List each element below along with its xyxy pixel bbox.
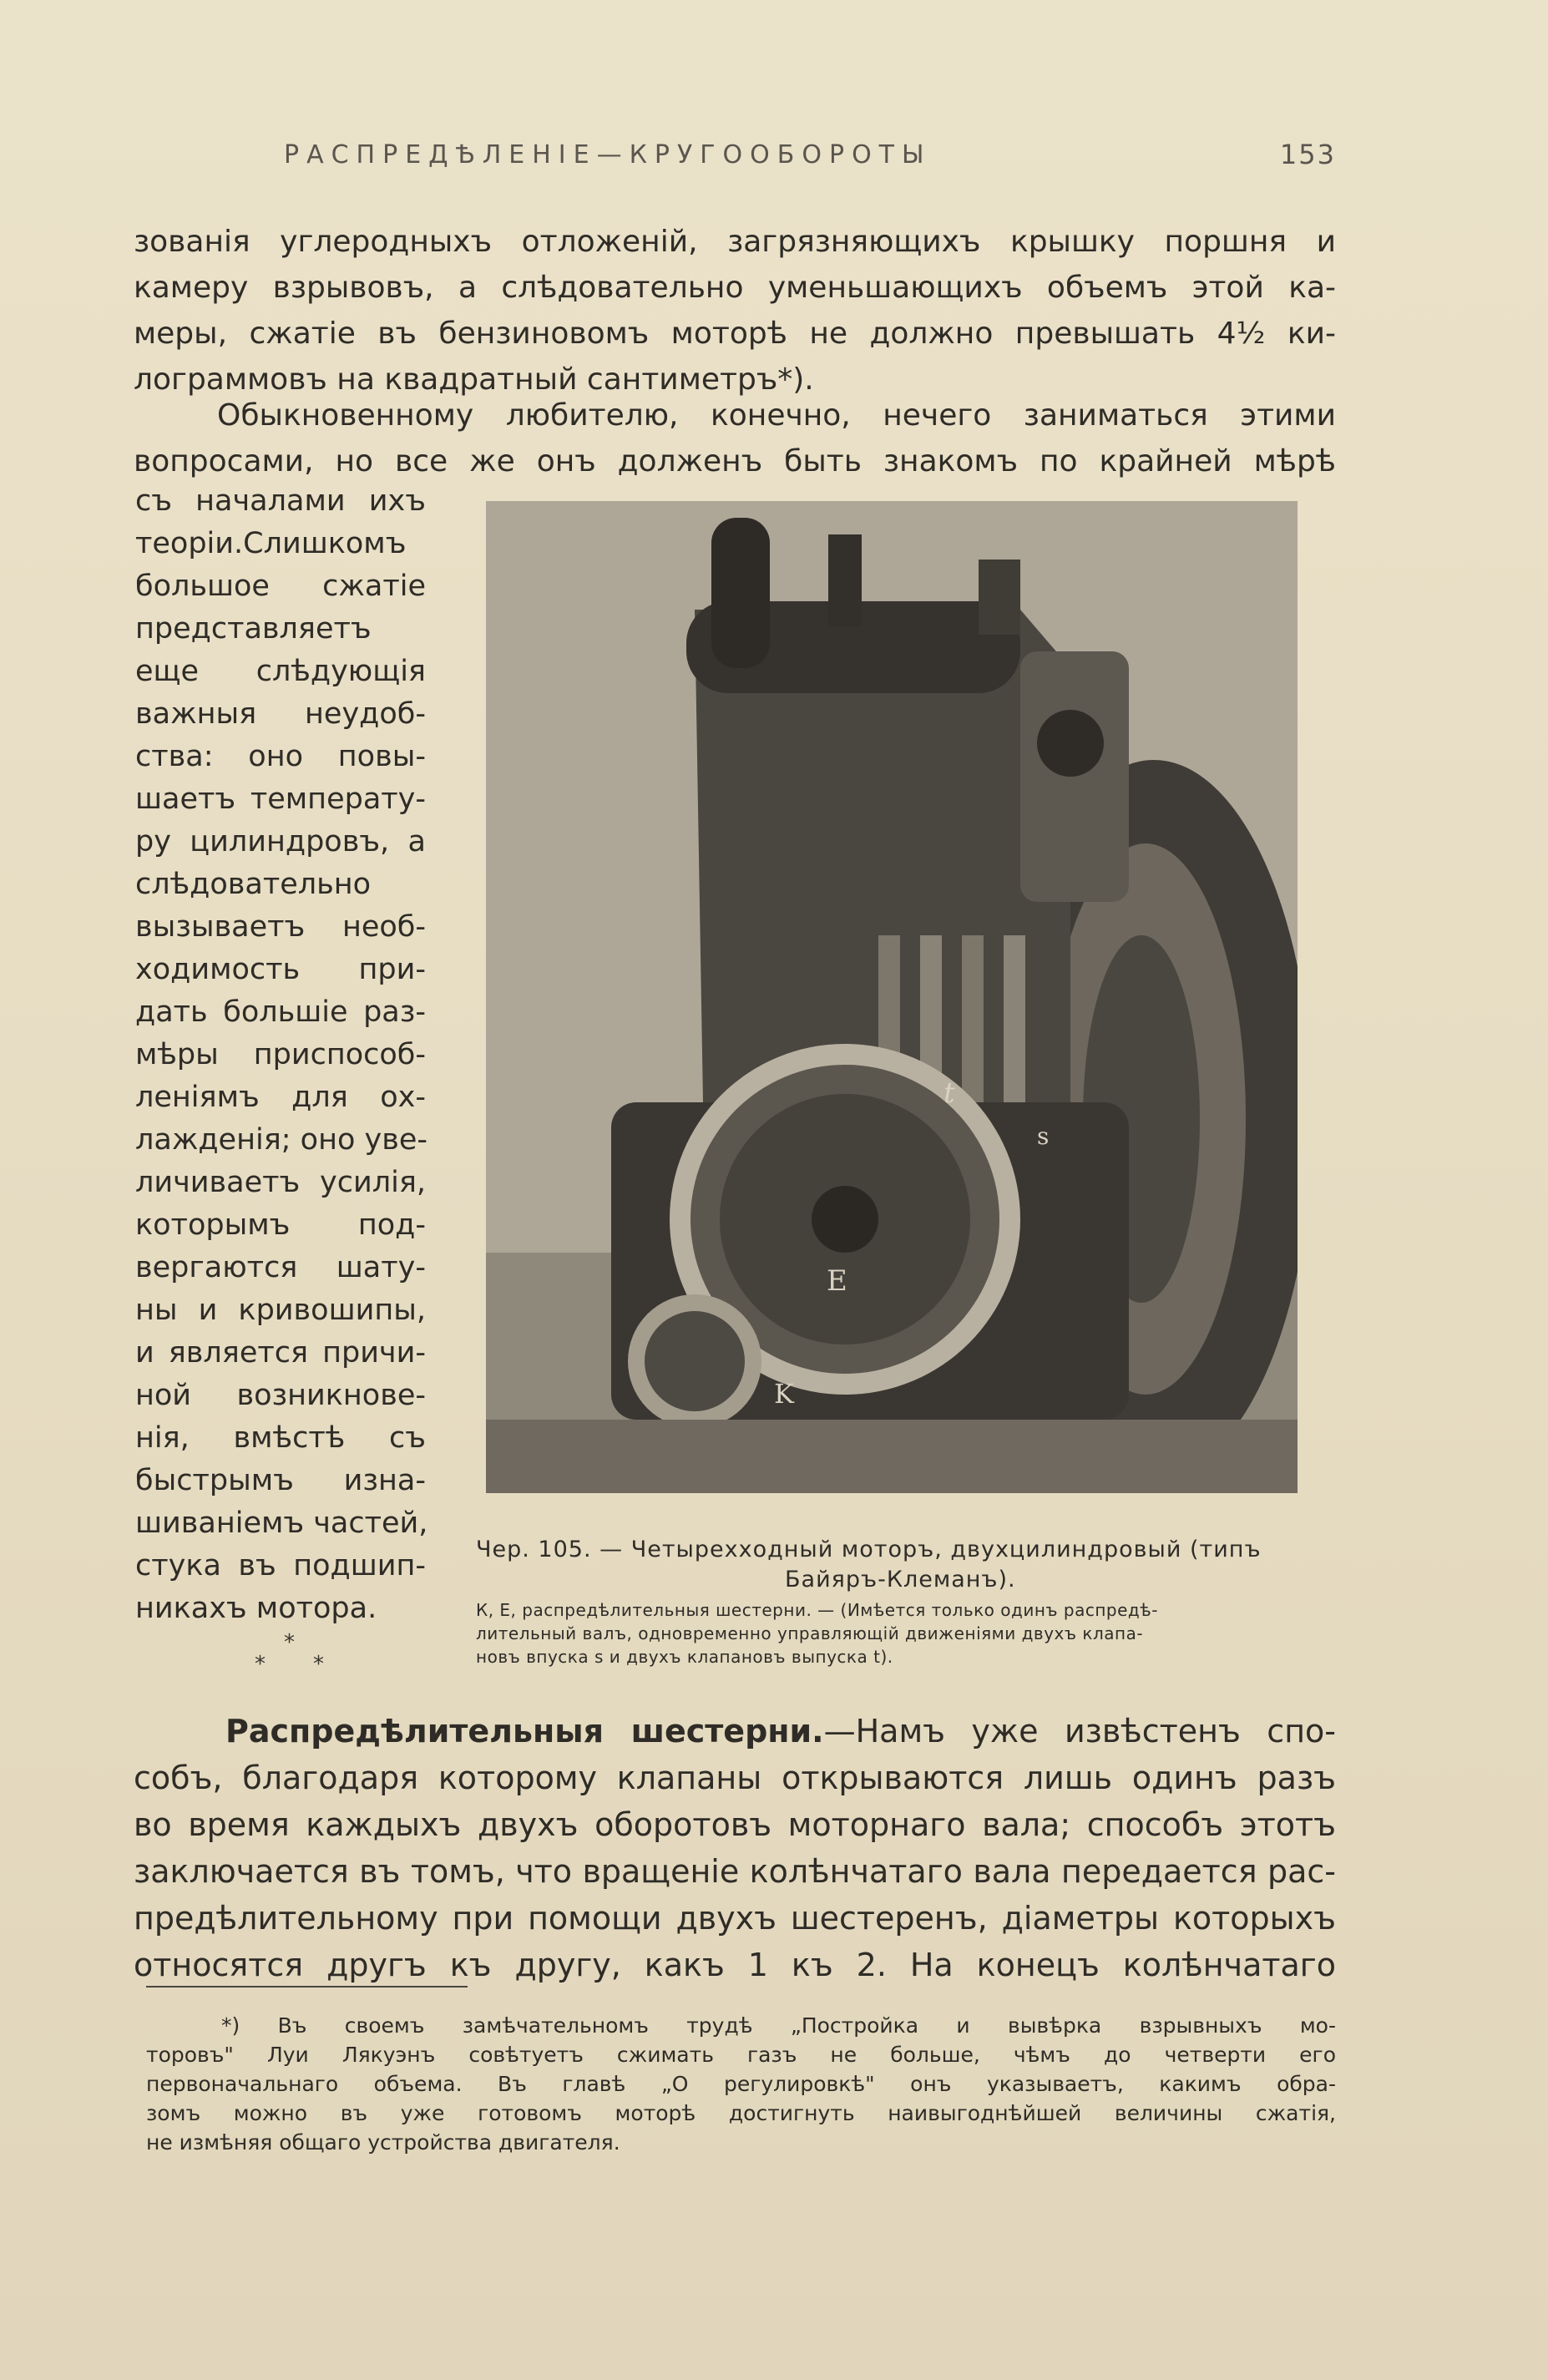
asterisk: *: [284, 1630, 295, 1655]
section-heading: Распредѣлительныя шестерни.: [225, 1713, 824, 1750]
page-header: [250, 134, 1336, 175]
text-line: шаетъ температу-: [135, 782, 426, 816]
text-line: мѣры приспособ-: [135, 1038, 426, 1071]
asterisk: *: [313, 1652, 324, 1677]
page-number: 153: [1279, 139, 1336, 170]
text-line: еще слѣдующія: [135, 655, 426, 688]
text-line: слѣдовательно: [135, 868, 372, 901]
footnote-line: первоначальнаго объема. Въ главѣ „О регулировкѣ" онъ указываетъ, какимъ обра-: [146, 2072, 1336, 2096]
label-s: s: [1037, 1122, 1050, 1150]
text-line: камеру взрывовъ, а слѣдовательно уменьшающихъ объемъ этой ка-: [134, 271, 1336, 305]
caption-title-line: Чер. 105. — Четырехходный моторъ, двухцилиндровый (типъ: [476, 1537, 1262, 1562]
footnote-rule: [146, 1986, 468, 1988]
paragraph-gears: [134, 1708, 1336, 1988]
text-line: собъ, благодаря которому клапаны открываются лишь одинъ разъ: [134, 1760, 1336, 1796]
text-line: вергаются шату-: [135, 1251, 426, 1284]
text-line: заключается въ томъ, что вращеніе колѣнчатаго вала передается рас-: [134, 1853, 1336, 1890]
paragraph-side-column: [135, 480, 426, 1630]
caption-note: [476, 1598, 1336, 1669]
footnote-line: не измѣняя общаго устройства двигателя.: [146, 2130, 620, 2155]
footnote-line: *) Въ своемъ замѣчательномъ трудѣ „Постройка и вывѣрка взрывныхъ мо-: [221, 2013, 1336, 2038]
text-line: относятся другъ къ другу, какъ 1 къ 2. На конецъ колѣнчатаго: [134, 1947, 1336, 1983]
footnote-line: торовъ" Луи Лякуэнъ совѣтуетъ сжимать газъ не больше, чѣмъ до четверти его: [146, 2043, 1336, 2067]
text-line: предѣлительному при помощи двухъ шестеренъ, діаметры которыхъ: [134, 1900, 1336, 1937]
text-line: ходимость при-: [135, 953, 426, 986]
label-K: K: [774, 1378, 794, 1410]
text-line: во время каждыхъ двухъ оборотовъ моторнаго вала; способъ этотъ: [134, 1806, 1336, 1843]
text-line: Обыкновенному любителю, конечно, нечего заниматься этими: [217, 398, 1336, 433]
text-line: быстрымъ изна-: [135, 1464, 426, 1497]
asterisk: *: [255, 1652, 266, 1677]
caption-note-line: новъ впуска s и двухъ клапановъ выпуска t).: [476, 1647, 893, 1667]
text-line: личиваетъ усилія,: [135, 1166, 426, 1199]
footnote: [146, 2011, 1336, 2157]
text-line: теоріи.Слишкомъ: [135, 527, 407, 560]
footnote-line: зомъ можно въ уже готовомъ моторѣ достигнуть наивыгоднѣйшей величины сжатія,: [146, 2101, 1336, 2125]
text-line: лажденія; оно уве-: [135, 1123, 427, 1157]
text-line: [134, 1708, 1336, 1755]
text-line: шиваніемъ частей,: [135, 1506, 428, 1540]
caption-note-line: К, Е, распредѣлительныя шестерни. — (Имѣется только одинъ распредѣ-: [476, 1600, 1158, 1620]
text-line: которымъ под-: [135, 1208, 426, 1242]
text-line: съ началами ихъ: [135, 484, 426, 518]
engine-illustration: [486, 501, 1298, 1493]
text-run: —Намъ уже извѣстенъ спо-: [823, 1713, 1337, 1750]
text-line: вызываетъ необ-: [135, 910, 426, 944]
text-line: ства: оно повы-: [135, 740, 426, 773]
engine-photograph: [486, 501, 1298, 1493]
paragraph-amateur: [134, 392, 1336, 484]
caption-title-line: Байяръ-Клеманъ).: [785, 1567, 1016, 1593]
text-line: леніямъ для ох-: [135, 1081, 426, 1114]
text-line: ной возникнове-: [135, 1379, 426, 1412]
text-line: нія, вмѣстѣ съ: [135, 1421, 426, 1455]
text-line: и является причи-: [135, 1336, 426, 1370]
paragraph-compression: [134, 219, 1336, 403]
text-line: большое сжатіе: [135, 570, 426, 603]
caption-note-line: лительный валъ, одновременно управляющій движеніями двухъ клапа-: [476, 1623, 1144, 1643]
text-line: важныя неудоб-: [135, 697, 426, 731]
text-line: вопросами, но все же онъ долженъ быть знакомъ по крайней мѣрѣ: [134, 444, 1336, 479]
text-line: зованія углеродныхъ отложеній, загрязняющихъ крышку поршня и: [134, 225, 1336, 259]
label-E: E: [827, 1264, 847, 1298]
figure-caption: [476, 1535, 1336, 1669]
text-line: меры, сжатіе въ бензиновомъ моторѣ не должно превышать 4½ ки-: [134, 316, 1336, 351]
text-line: никахъ мотора.: [135, 1592, 377, 1625]
section-separator: [250, 1630, 351, 1680]
text-line: представляетъ: [135, 612, 372, 646]
caption-title: [476, 1535, 1336, 1595]
text-line: ру цилиндровъ, а: [135, 825, 426, 858]
label-t: t: [943, 1076, 955, 1110]
text-line: стука въ подшип-: [135, 1549, 426, 1582]
text-line: лограммовъ на квадратный сантиметръ*).: [134, 362, 814, 397]
text-line: дать большіе раз-: [135, 995, 426, 1029]
text-line: ны и кривошипы,: [135, 1294, 426, 1327]
running-title: РАСПРЕДѢЛЕНІЕ—КРУГООБОРОТЫ: [284, 140, 932, 170]
